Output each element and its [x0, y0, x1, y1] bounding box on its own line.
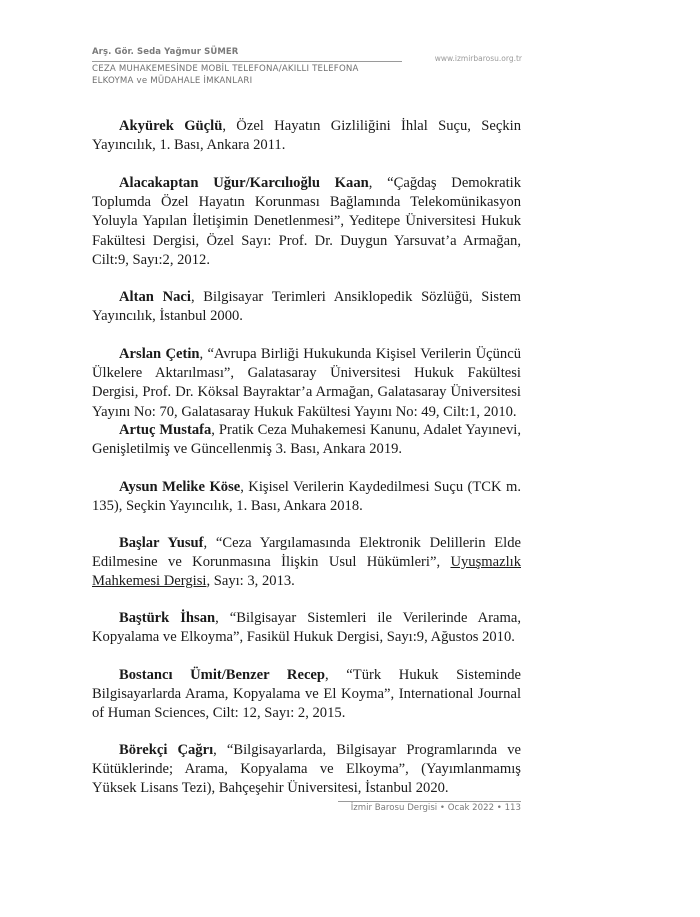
reference-entry	[92, 174, 521, 270]
header-rule	[92, 61, 402, 62]
reference-author: Aysun Melike Köse	[119, 479, 241, 495]
header-title-line2: ELKOYMA ve MÜDAHALE İMKANLARI	[92, 76, 253, 86]
reference-author: Börekçi Çağrı	[119, 742, 214, 758]
reference-author: Arslan Çetin	[119, 346, 200, 362]
header-title-line1: CEZA MUHAKEMESİNDE MOBİL TELEFONA/AKILLI TELEFONA	[92, 64, 359, 74]
reference-entry	[92, 534, 521, 592]
reference-text-after: , Sayı: 3, 2013.	[206, 573, 295, 590]
reference-entry	[92, 609, 521, 647]
reference-entry	[92, 117, 521, 155]
reference-entry	[92, 345, 521, 422]
reference-entry	[92, 421, 521, 459]
reference-author: Baştürk İhsan	[119, 610, 216, 626]
reference-text: , Özel Hayatın Gizliliğini İhlal Suçu, Seçkin Yayıncılık, 1. Bası, Ankara 2011.	[92, 118, 521, 154]
reference-author: Alacakaptan Uğur/Karcılıoğlu Kaan	[119, 175, 369, 191]
footer-rule	[338, 801, 521, 802]
reference-text: , “Bilgisayar Sistemleri ile Verilerinde Arama, Kopyalama ve Elkoyma”, Fasikül Hukuk Dergisi, Sayı:9, Ağustos 2010.	[92, 610, 521, 646]
reference-text: , “Bilgisayarlarda, Bilgisayar Programlarında ve Kütüklerinde; Arama, Kopyalama ve Elkoyma”, (Yayımlanmamış Yüksek Lisans Tezi), Bahçeşehir Üniversitesi, İstanbul 2020.	[92, 742, 521, 797]
header-title	[92, 63, 402, 87]
reference-journal-underlined: Uyuşmazlık Mahkemesi Dergisi	[92, 554, 521, 590]
running-header	[92, 47, 522, 63]
reference-text: , Pratik Ceza Muhakemesi Kanunu, Adalet Yayınevi, Genişletilmiş ve Güncellenmiş 3. Bası, Ankara 2019.	[92, 422, 521, 458]
reference-entry	[92, 666, 521, 724]
reference-text: , “Çağdaş Demokratik Toplumda Özel Hayatın Korunması Bağlamında Telekomünikasyon Yoluyla Yapılan İletişimin Denetlenmesi”, Yeditepe Üniversitesi Hukuk Fakültesi Dergisi, Özel Sayı: Prof. Dr. Duygun Yarsuvat’a Armağan, Cilt:9, Sayı:2, 2012.	[92, 175, 521, 268]
reference-text: , “Ceza Yargılamasında Elektronik Delillerin Elde Edilmesine ve Korunmasına İlişkin Usul Hükümleri”,	[92, 535, 522, 571]
reference-author: Altan Naci	[119, 289, 191, 305]
reference-text: , Bilgisayar Terimleri Ansiklopedik Sözlüğü, Sistem Yayıncılık, İstanbul 2000.	[92, 289, 521, 325]
reference-entry	[92, 741, 521, 799]
reference-author: Başlar Yusuf	[119, 535, 204, 551]
header-author: Arş. Gör. Seda Yağmur SÜMER	[92, 47, 239, 57]
reference-author: Bostancı Ümit/Benzer Recep	[119, 667, 326, 683]
reference-text: , Kişisel Verilerin Kaydedilmesi Suçu (TCK m. 135), Seçkin Yayıncılık, 1. Bası, Ankara 2018.	[92, 479, 521, 515]
reference-author: Akyürek Güçlü	[119, 118, 223, 134]
reference-entry	[92, 478, 521, 516]
footer-text: İzmir Barosu Dergisi • Ocak 2022 • 113	[350, 803, 521, 813]
reference-entry	[92, 288, 521, 326]
reference-author: Artuç Mustafa	[119, 422, 212, 438]
reference-text: , “Avrupa Birliği Hukukunda Kişisel Verilerin Üçüncü Ülkelere Aktarılması”, Galatasaray Üniversitesi Hukuk Fakültesi Dergisi, Prof. Dr. Köksal Bayraktar’a Armağan, Galatasaray Üniversitesi Yayını No: 70, Galatasaray Hukuk Fakültesi Yayını No: 49, Cilt:1, 2010.	[92, 346, 521, 420]
reference-text: , “Türk Hukuk Sisteminde Bilgisayarlarda Arama, Kopyalama ve El Koyma”, International Journal of Human Sciences, Cilt: 12, Sayı: 2, 2015.	[92, 667, 522, 722]
header-website: www.izmirbarosu.org.tr	[434, 54, 522, 63]
